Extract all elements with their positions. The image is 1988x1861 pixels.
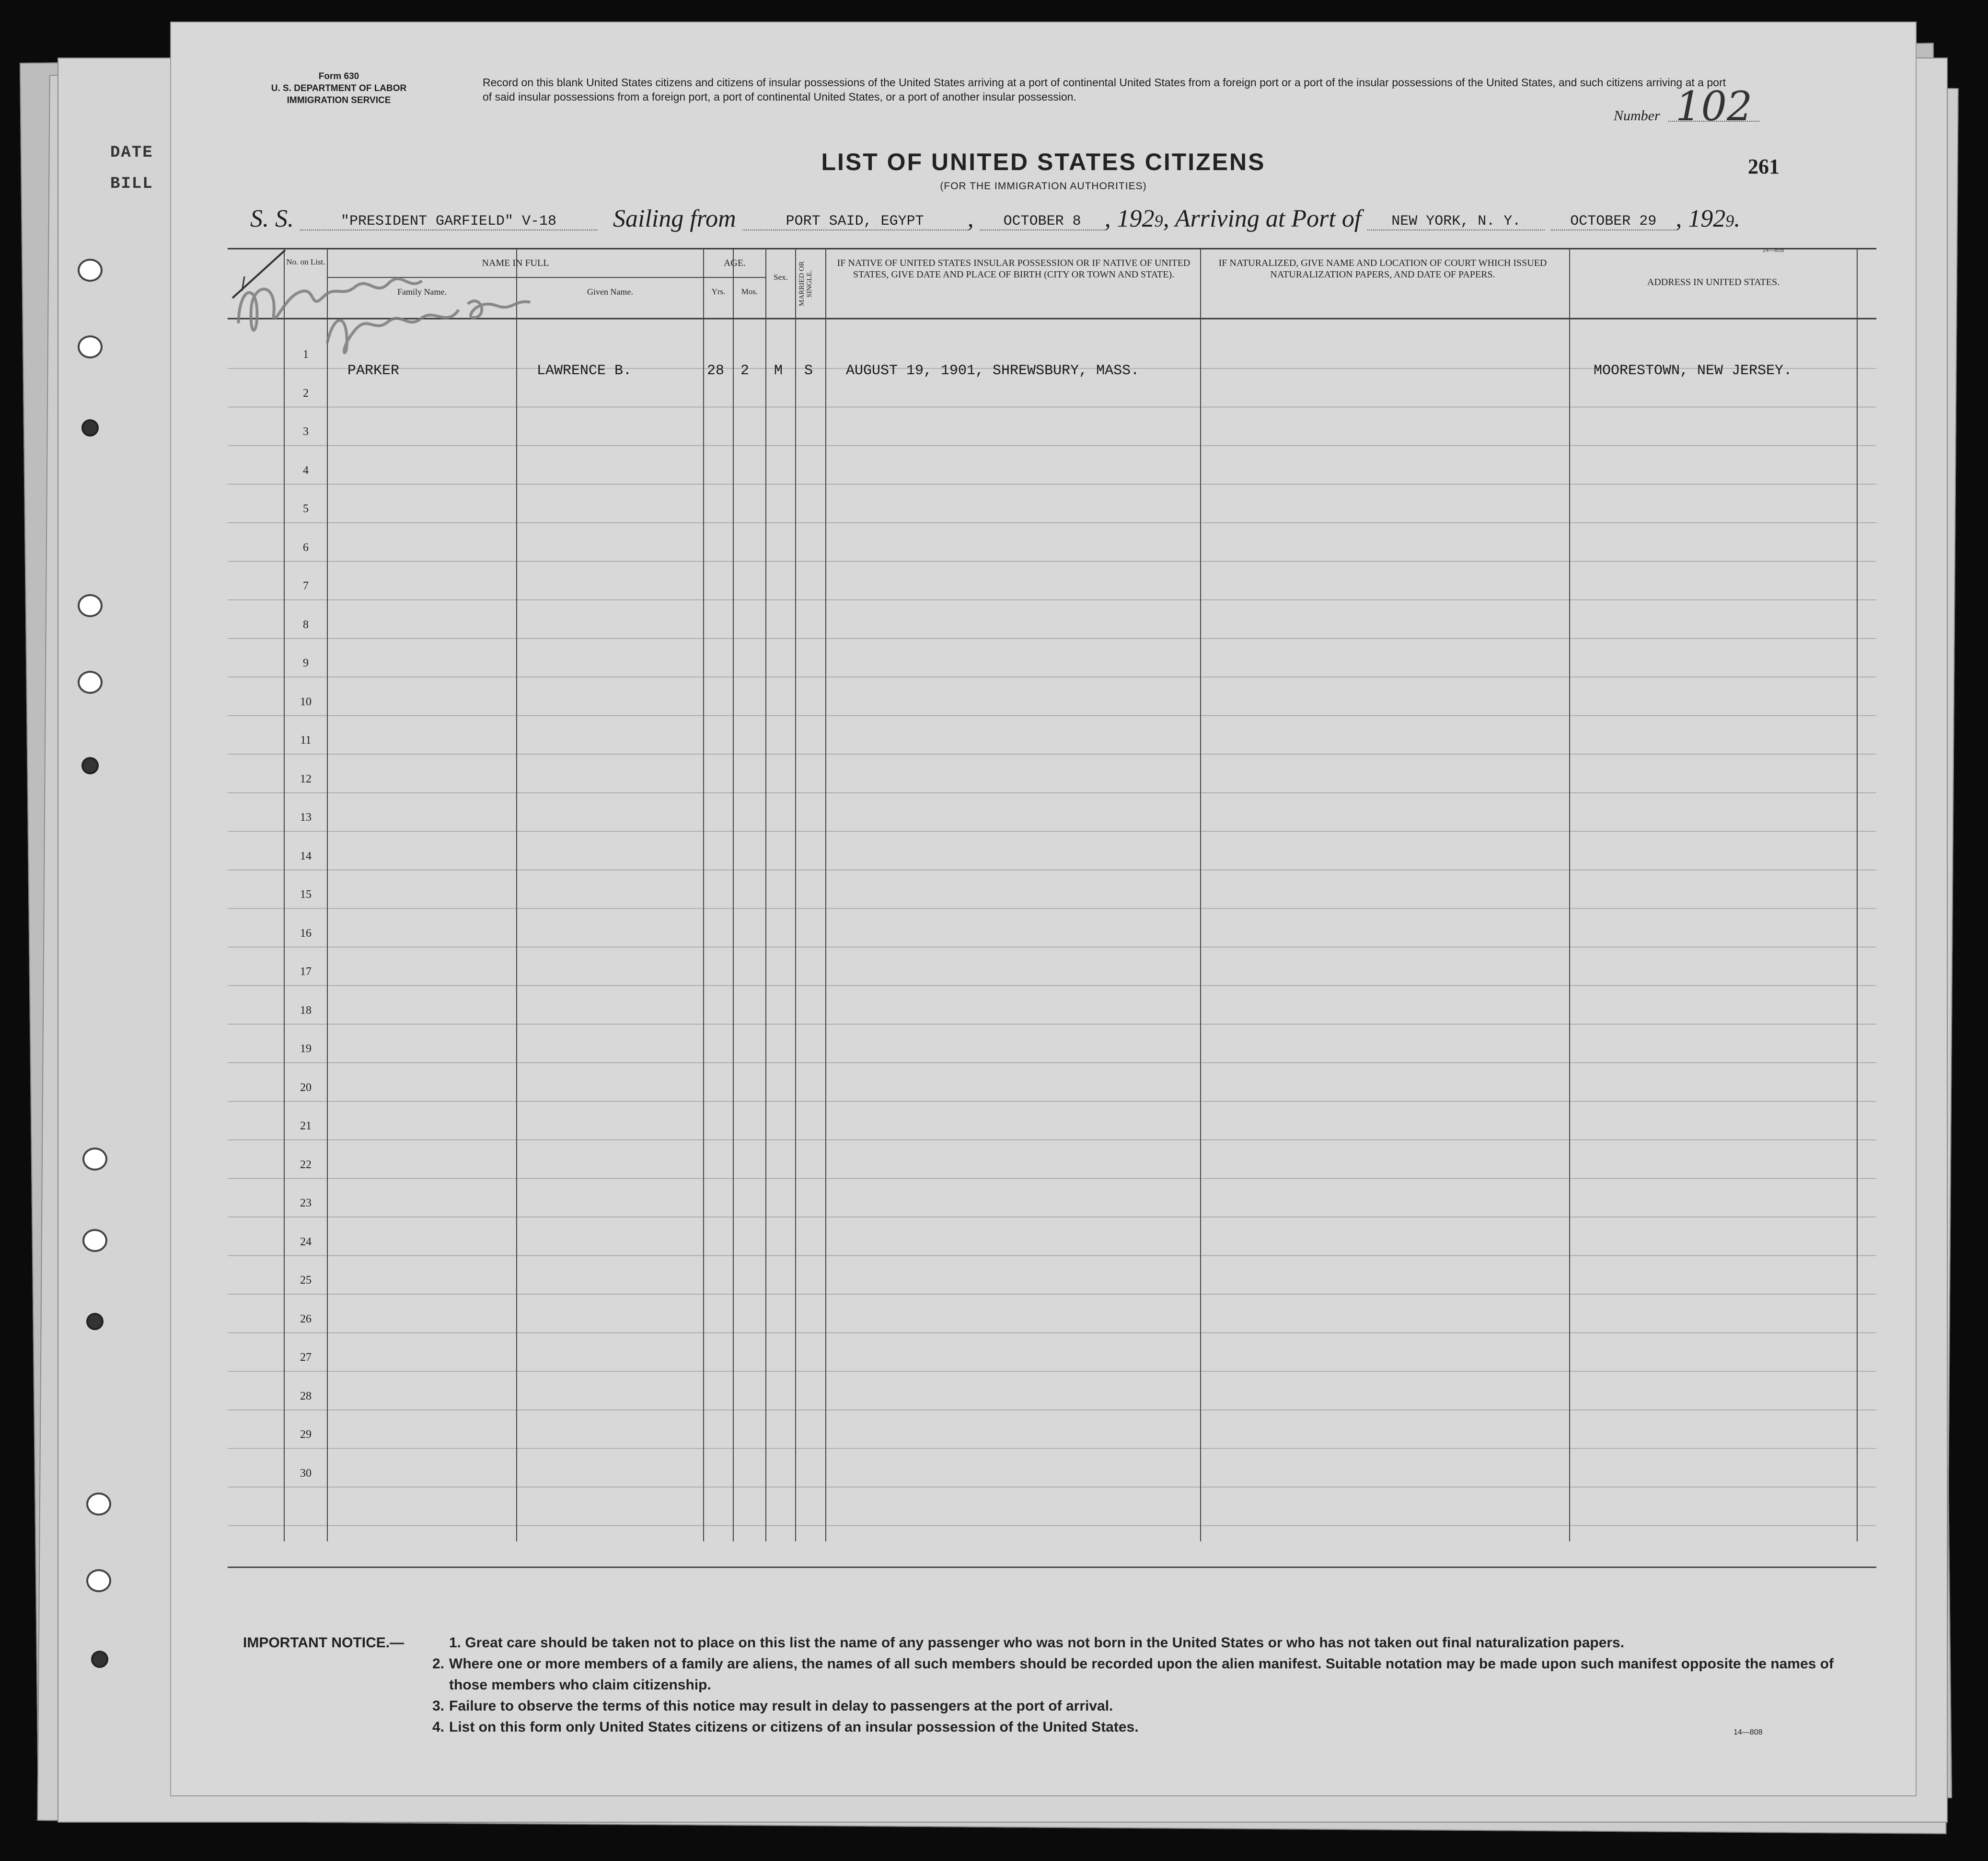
col-header-given-name: Given Name.	[587, 287, 633, 297]
page-title: LIST OF UNITED STATES CITIZENS	[821, 149, 1266, 175]
punch-hole	[78, 335, 103, 358]
row-number: 26	[300, 1312, 312, 1325]
row-number: 19	[300, 1043, 312, 1055]
departure-year-prefix: 192	[1117, 205, 1155, 232]
row-number: 11	[300, 734, 312, 747]
row-number: 23	[300, 1197, 312, 1209]
row-number: 17	[300, 965, 312, 978]
form-reference	[205, 70, 473, 106]
departure-port: PORT SAID, EGYPT	[742, 213, 968, 230]
row-number: 21	[300, 1120, 312, 1132]
departure-year-digit: 9	[1154, 211, 1163, 230]
page-subtitle: (FOR THE IMMIGRATION AUTHORITIES)	[940, 181, 1147, 192]
service-name: IMMIGRATION SERVICE	[287, 95, 391, 105]
col-header-age: AGE.	[723, 258, 746, 268]
punch-hole	[81, 419, 99, 437]
table-grid-lines	[228, 248, 1876, 1570]
col-header-address: ADDRESS IN UNITED STATES.	[1647, 277, 1780, 287]
row-number: 25	[300, 1274, 312, 1287]
row-number: 15	[300, 888, 312, 901]
row-number: 3	[303, 425, 309, 438]
notice-item-2: Where one or more members of a family are aliens, the names of all such members should be recorded upon the alien manifest. Suitable notation may be made upon such manifest opposite the names of those members who claim citizenship.	[449, 1656, 1834, 1693]
col-header-married-or-single: MARRIED OR SINGLE.	[798, 261, 813, 306]
form-number: Form 630	[318, 71, 359, 81]
row-number: 5	[303, 503, 309, 515]
punch-hole	[82, 1229, 107, 1252]
notice-item-3: Failure to observe the terms of this notice may result in delay to passengers at the port of arrival.	[449, 1698, 1113, 1714]
col-header-naturalized: IF NATURALIZED, GIVE NAME AND LOCATION OF COURT WHICH ISSUED NATURALIZATION PAPERS, AND DATE OF PAPERS.	[1218, 258, 1547, 280]
punch-hole	[81, 757, 99, 774]
sailing-from-label: Sailing from	[613, 205, 736, 232]
punch-hole	[91, 1651, 108, 1668]
printer-note: 14—808	[1762, 247, 1784, 253]
arrival-port: NEW YORK, N. Y.	[1367, 213, 1545, 230]
row-number: 1	[303, 348, 309, 361]
col-header-sex: Sex.	[774, 273, 788, 282]
col-header-birth: IF NATIVE OF UNITED STATES INSULAR POSSESSION OR IF NATIVE OF UNITED STATES, GIVE DATE AND PLACE OF BIRTH (CITY OR TOWN AND STATE).	[837, 258, 1190, 280]
row-number: 13	[300, 811, 312, 824]
row-number: 7	[303, 580, 309, 592]
row-number: 10	[300, 695, 312, 708]
notice-item-number: 3.	[432, 1698, 445, 1714]
row-number: 30	[300, 1467, 312, 1480]
arrival-date: OCTOBER 29	[1551, 213, 1676, 230]
passenger-birth-details: AUGUST 19, 1901, SHREWSBURY, MASS.	[846, 363, 1140, 379]
row-number: 9	[303, 657, 309, 669]
row-number: 24	[300, 1235, 312, 1248]
punch-hole	[78, 671, 103, 694]
row-number: 20	[300, 1081, 312, 1094]
row-number: 27	[300, 1351, 312, 1364]
passenger-sex: M	[774, 363, 783, 379]
row-number: 8	[303, 618, 309, 631]
page-number: 261	[1748, 155, 1780, 178]
arrival-year-prefix: 192	[1688, 205, 1726, 232]
col-header-yrs: Yrs.	[711, 287, 726, 296]
arrival-year-digit: 9	[1725, 211, 1734, 230]
passenger-family-name: PARKER	[347, 363, 400, 379]
passenger-address: MOORESTOWN, NEW JERSEY.	[1594, 363, 1792, 379]
ss-label: S. S.	[250, 205, 294, 232]
notice-item-number: 4.	[432, 1719, 445, 1735]
passenger-age-years: 28	[707, 363, 725, 379]
list-number-value: 102	[1668, 92, 1759, 122]
row-number: 18	[300, 1004, 312, 1017]
col-header-mos: Mos.	[741, 287, 758, 296]
notice-item-1: Great care should be taken not to place on this list the name of any passenger who was not born in the United States or who has not taken out final naturalization papers.	[465, 1635, 1625, 1651]
arriving-at-label: Arriving at Port of	[1175, 205, 1362, 232]
manifest-table	[228, 248, 1876, 1570]
col-header-family-name: Family Name.	[397, 287, 447, 297]
row-number: 16	[300, 927, 312, 940]
col-header-name-in-full: NAME IN FULL	[482, 258, 549, 268]
form-code: 14—808	[1734, 1728, 1763, 1736]
notice-lead: IMPORTANT NOTICE.—	[243, 1635, 405, 1651]
notice-item-number: 1.	[449, 1635, 462, 1651]
record-instructions: Record on this blank United States citizens and citizens of insular possessions of the United States arriving at a port of continental United States from a foreign port or a port of the insular possessions of the United States, and such citizens arriving at a port of said insular possessions from a foreign port, a port of continental United States, or a port of another insular possession.	[483, 76, 1726, 103]
row-number: 2	[303, 387, 309, 400]
passenger-given-name: LAWRENCE B.	[537, 363, 632, 379]
manifest-form-sheet	[170, 22, 1917, 1796]
row-number: 6	[303, 541, 309, 554]
row-number: 22	[300, 1158, 312, 1171]
notice-item-4: List on this form only United States citizens or citizens of an insular possession of the United States.	[449, 1719, 1139, 1735]
row-number: 4	[303, 464, 309, 477]
departure-date: OCTOBER 8	[980, 213, 1105, 230]
punch-hole	[86, 1493, 111, 1516]
punch-hole	[78, 259, 103, 282]
punch-hole	[82, 1148, 107, 1171]
row-number: 29	[300, 1428, 312, 1441]
back-sheet-label-bill: BILL	[110, 175, 153, 193]
list-number-label: Number	[1614, 108, 1660, 124]
notice-item-number: 2.	[432, 1656, 445, 1672]
row-number: 28	[300, 1390, 312, 1402]
row-number: 12	[300, 772, 312, 785]
row-number: 14	[300, 850, 312, 862]
punch-hole	[86, 1569, 111, 1592]
ship-name: "PRESIDENT GARFIELD" V-18	[300, 213, 597, 230]
list-number	[1614, 83, 1901, 130]
passenger-age-months: 2	[740, 363, 750, 379]
punch-hole	[86, 1313, 104, 1330]
important-notice	[243, 1632, 1872, 1738]
voyage-line: S. S. "PRESIDENT GARFIELD" V-18 Sailing from PORT SAID, EGYPT , OCTOBER 8 , 1929, Arriving at Port of NEW YORK, N. Y. OCTOBER 29 , 1929.	[250, 205, 1741, 232]
punch-hole	[78, 594, 103, 617]
passenger-marital-status: S	[804, 363, 813, 379]
back-sheet-label-date: DATE	[110, 144, 153, 162]
col-header-no-on-list: No. on List.	[286, 257, 325, 266]
department-name: U. S. DEPARTMENT OF LABOR	[271, 83, 407, 93]
